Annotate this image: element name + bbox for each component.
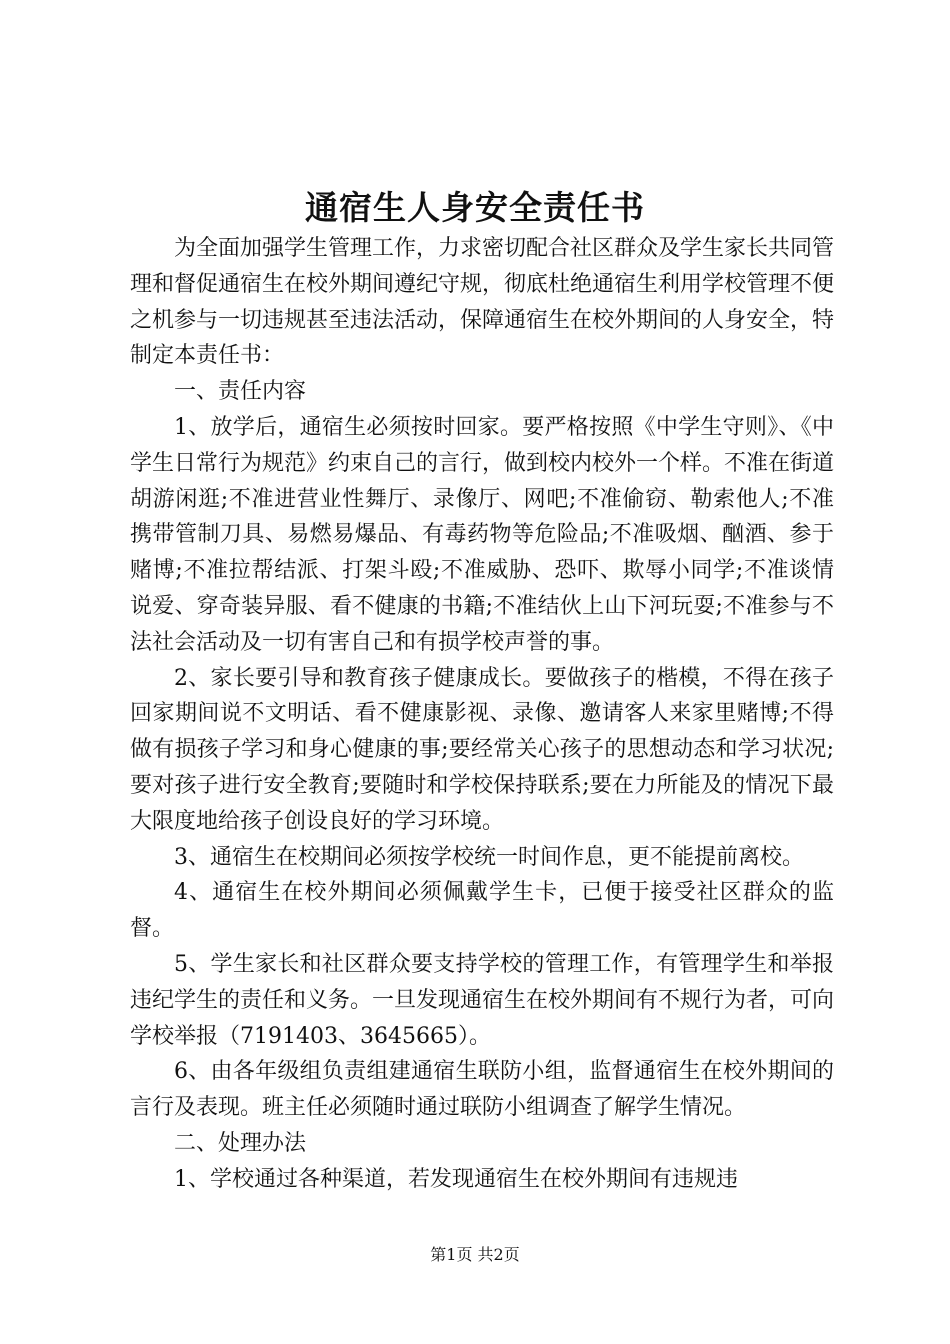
responsibility-item-5: 5、学生家长和社区群众要支持学校的管理工作，有管理学生和举报违纪学生的责任和义务。一旦发现通宿生在校外期间有不规行为者，可向学校举报（7191403、3645665）。 [130, 951, 835, 1049]
responsibility-item-1: 1、放学后，通宿生必须按时回家。要严格按照《中学生守则》、《中学生日常行为规范》约束自己的言行，做到校内校外一个样。不准在街道胡游闲逛;不准进营业性舞厅、录像厅、网吧;不准偷窃、勒索他人;不准携带管制刀具、易燃易爆品、有毒药物等危险品;不准吸烟、酗酒、参于赌博;不准拉帮结派、打架斗殴;不准威胁、恐吓、欺辱小同学;不准谈情说爱、穿奇装异服、看不健康的书籍;不准结伙上山下河玩耍;不准参与不法社会活动及一切有害自己和有损学校声誉的事。 [130, 414, 835, 655]
responsibility-item-6: 6、由各年级组负责组建通宿生联防小组，监督通宿生在校外期间的言行及表现。班主任必须随时通过联防小组调查了解学生情况。 [130, 1059, 834, 1121]
responsibility-item-3: 3、通宿生在校期间必须按学校统一时间作息，更不能提前离校。 [174, 844, 804, 870]
responsibility-item-2: 2、家长要引导和教育孩子健康成长。要做孩子的楷模，不得在孩子回家期间说不文明话、看不健康影视、录像、邀请客人来家里赌博;不得做有损孩子学习和身心健康的事;要经常关心孩子的思想动态和学习状况;要对孩子进行安全教育;要随时和学校保持联系;要在力所能及的情况下最大限度地给孩子创设良好的学习环境。 [130, 665, 834, 834]
page-number-footer: 第1页 共2页 [430, 1245, 520, 1264]
document-title: 通宿生人身安全责任书 [305, 188, 645, 227]
responsibility-item-4: 4、通宿生在校外期间必须佩戴学生卡，已便于接受社区群众的监督。 [130, 880, 834, 942]
document-body [130, 231, 834, 1198]
handling-item-1: 1、学校通过各种渠道，若发现通宿生在校外期间有违规违 [174, 1166, 738, 1192]
intro-paragraph: 为全面加强学生管理工作，力求密切配合社区群众及学生家长共同管理和督促通宿生在校外期间遵纪守规，彻底杜绝通宿生利用学校管理不便之机参与一切违规甚至违法活动，保障通宿生在校外期间的人身安全，特制定本责任书： [130, 236, 835, 369]
section-heading-responsibilities: 一、责任内容 [174, 379, 307, 405]
section-heading-handling: 二、处理办法 [174, 1130, 307, 1156]
